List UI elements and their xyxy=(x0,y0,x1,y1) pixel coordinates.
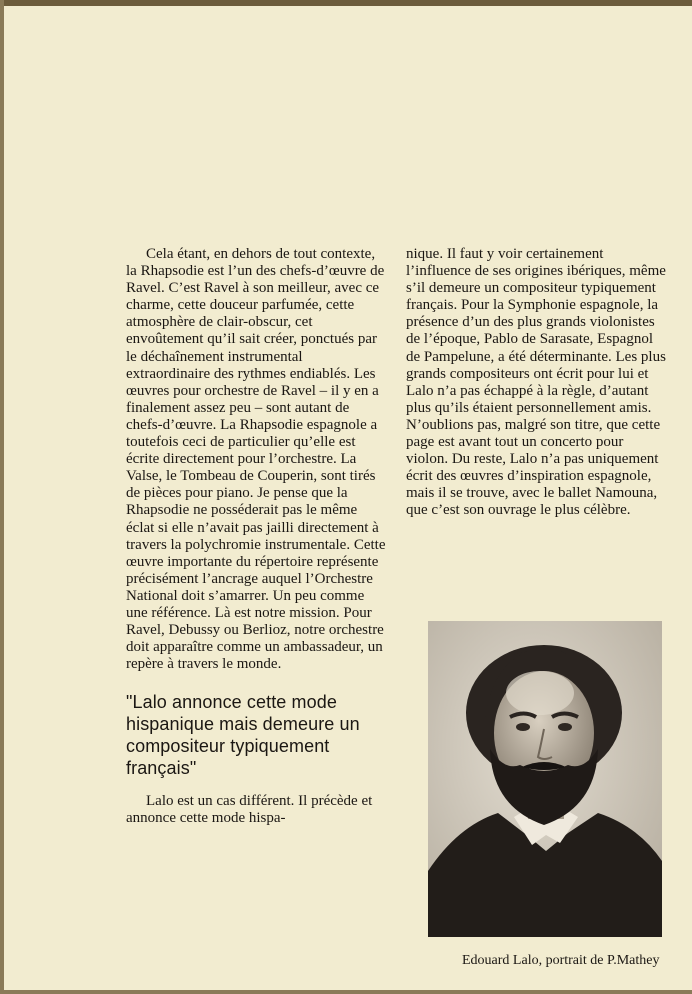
pull-quote: "Lalo annonce cette mode hispanique mais demeure un compositeur typiquement français" xyxy=(126,692,360,779)
body-paragraph: Cela étant, en dehors de tout contexte, la Rhapsodie est l’un des chefs-d’œuvre de Ravel. C’est Ravel à son meilleur, avec ce charme, cette douceur parfumée, cette atmosphère de clair-obscur, cet envoûtement qu’il sait créer, ponctués par le déchaînement instrumental extraordinaire des rythmes endiablés. Les œuvres pour orchestre de Ravel – il y en a finalement assez peu – sont autant de chefs-d’œuvre. La Rhapsodie espagnole a toutefois ceci de particulier qu’elle est écrite directement pour l’orchestre. La Valse, le Tombeau de Couperin, sont tirés de pièces pour piano. Je pense que la Rhapsodie ne posséderait pas le même éclat si elle n’avait pas jailli directement à travers la polychromie instrumentale. Cette œuvre importante du répertoire représente précisément l’ancrage auquel l’Orchestre National doit s’amarrer. Un peu comme une référence. Là est notre mission. Pour Ravel, Debussy ou Berlioz, notre orchestre doit apparaître comme un ambassadeur, un repère à travers le monde. xyxy=(126,246,386,673)
body-paragraph: nique. Il faut y voir certainement l’influence de ses origines ibériques, même s’il demeure un compositeur typiquement français. Pour la Symphonie espagnole, la présence d’un des plus grands violonistes de l’époque, Pablo de Sarasate, Espagnol de Pampelune, a été déterminante. Les plus grands compositeurs ont écrit pour lui et Lalo n’a pas échappé à la règle, d’autant plus qu’ils étaient personnellement amis. N’oublions pas, malgré son titre, que cette page est avant tout un concerto pour violon. Du reste, Lalo n’a pas uniquement écrit des œuvres d’inspiration espagnole, mais il se trouve, avec le ballet Namouna, que c’est son ouvrage le plus célèbre. xyxy=(406,246,666,519)
body-paragraph: Lalo est un cas différent. Il précède et annonce cette mode hispa- xyxy=(126,793,373,827)
portrait-illustration xyxy=(428,621,662,937)
photo-caption: Edouard Lalo, portrait de P.Mathey xyxy=(462,953,660,968)
page-edge xyxy=(0,0,4,994)
right-text-column xyxy=(406,246,668,520)
portrait-photo xyxy=(428,621,662,937)
page-edge xyxy=(0,0,692,6)
left-text-column xyxy=(126,246,388,828)
page-edge xyxy=(0,990,692,994)
